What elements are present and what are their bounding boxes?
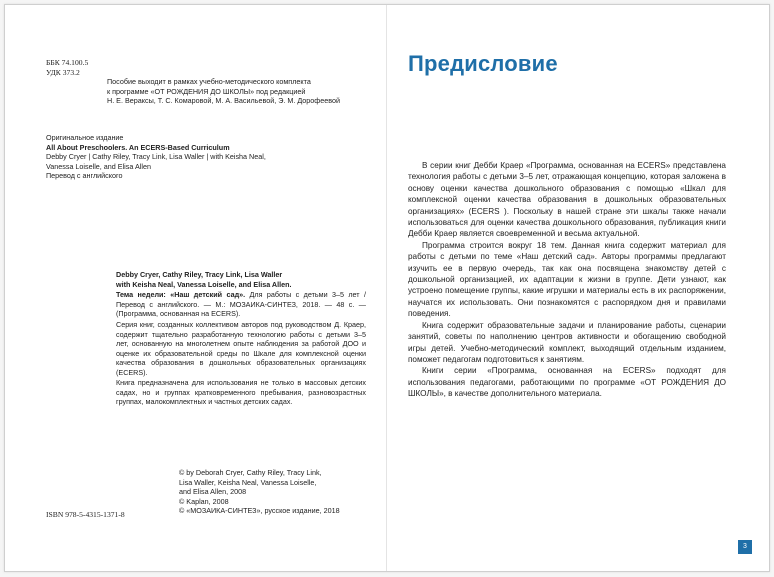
- bbk-code: ББК 74.100.5: [46, 58, 89, 67]
- isbn: ISBN 978-5-4315-1371-8: [46, 510, 125, 519]
- copyright-line: © «МОЗАИКА-СИНТЕЗ», русское издание, 2018: [179, 506, 340, 516]
- authors-line: Debby Cryer, Cathy Riley, Tracy Link, Lisa Waller: [116, 270, 283, 279]
- original-edition-title: All About Preschoolers. An ECERS-Based Curriculum: [46, 142, 230, 152]
- bibliographic-record: [116, 290, 366, 319]
- series-note-line: Н. Е. Вераксы, Т. С. Комаровой, М. А. Васильевой, Э. М. Дорофеевой: [107, 96, 340, 106]
- preface-paragraph: В серии книг Дебби Краер «Программа, основанная на ECERS» представлена технология работы с детьми 3–5 лет, отражающая концепцию, которая заложена в основу оценки качества дошкольного образования с помощью «Шкал для комплексной оценки качества образования в дошкольных образовательных организациях» (ECERS ). Поскольку в нашей стране эти шкалы также начали использоваться для оценки качества дошкольного образования, публикация книги Дебби Краер является своевременной и весьма актуальной.: [408, 161, 726, 239]
- abstract-paragraph: Серия книг, созданных коллективом авторов под руководством Д. Краер, содержит тщательно разработанную технологию работы с детьми 3–5 лет, основанную на многолетнем опыте наблюдения за работой ДОО и оценке их образовательной среды по Шкале для комплексной оценки качества образования в дошкольных образовательных организациях (ECERS).: [116, 320, 366, 377]
- original-authors: Debby Cryer | Cathy Riley, Tracy Link, Lisa Waller | with Keisha Neal,: [46, 152, 266, 162]
- original-edition-label: Оригинальное издание: [46, 133, 124, 142]
- copyright-line: © by Deborah Cryer, Cathy Riley, Tracy Link,: [179, 468, 322, 477]
- translation-note: Перевод с английского: [46, 171, 123, 181]
- series-note: [107, 77, 377, 106]
- page-number: 3: [738, 540, 752, 554]
- page-gutter: [386, 5, 387, 571]
- book-spread: [4, 4, 770, 572]
- copyright-line: and Elisa Allen, 2008: [179, 487, 247, 497]
- preface-body: [408, 160, 726, 400]
- copyright-block: [179, 468, 379, 516]
- original-edition: [46, 133, 366, 181]
- preface-paragraph: Книги серии «Программа, основанная на ECERS» подходят для использования педагогами, работающими по программе «ОТ РОЖДЕНИЯ ДО ШКОЛЫ», в качестве дополнительного материала.: [408, 366, 726, 399]
- copyright-line: Lisa Waller, Keisha Neal, Vanessa Loiselle,: [179, 477, 317, 487]
- preface-paragraph: Программа строится вокруг 18 тем. Данная книга содержит материал для работы с детьми по теме «Наш детский сад». Авторы программы предлагают изучить ее в первую очередь, так как она посвящена знакомству детей с дошкольной организацией, их адаптации к жизни в группе. Дети узнают, как устроено помещение группы, какие игрушки и материалы есть в их распоряжении, научатся их использовать. Они познакомятся с распорядком дня и правилами поведения.: [408, 240, 726, 319]
- preface-paragraph: Книга содержит образовательные задачи и планирование работы, сценарии занятий, советы по наполнению центров активности и обогащению свободной игры детей. Учебно-методический комплект, выходящий отдельным изданием, поможет педагогам подготовиться к занятиям.: [408, 320, 726, 364]
- udk-code: УДК 373.2: [46, 68, 80, 77]
- series-note-line: Пособие выходит в рамках учебно-методического комплекта: [107, 77, 311, 86]
- authors-block: [116, 270, 366, 289]
- bibliographic-details: Для работы с детьми 3–5 лет / Перевод с английского. — М.: МОЗАИКА-СИНТЕЗ, 2018. — 48 с. — (Программа, основанная на ECERS).: [116, 290, 366, 319]
- abstract-paragraph: Книга предназначена для использования не только в массовых детских садах, но и группах кратковременного пребывания, разновозрастных группах, малокомплектных и частных детских садах.: [116, 378, 366, 407]
- copyright-line: © Kaplan, 2008: [179, 496, 229, 506]
- book-title: Тема недели: «Наш детский сад».: [116, 290, 246, 299]
- series-note-line: к программе «ОТ РОЖДЕНИЯ ДО ШКОЛЫ» под редакцией: [107, 86, 306, 96]
- page-title: Предисловие: [408, 51, 558, 76]
- authors-line: with Keisha Neal, Vanessa Loiselle, and Elisa Allen.: [116, 279, 292, 289]
- original-authors: Vanessa Loiselle, and Elisa Allen: [46, 161, 151, 171]
